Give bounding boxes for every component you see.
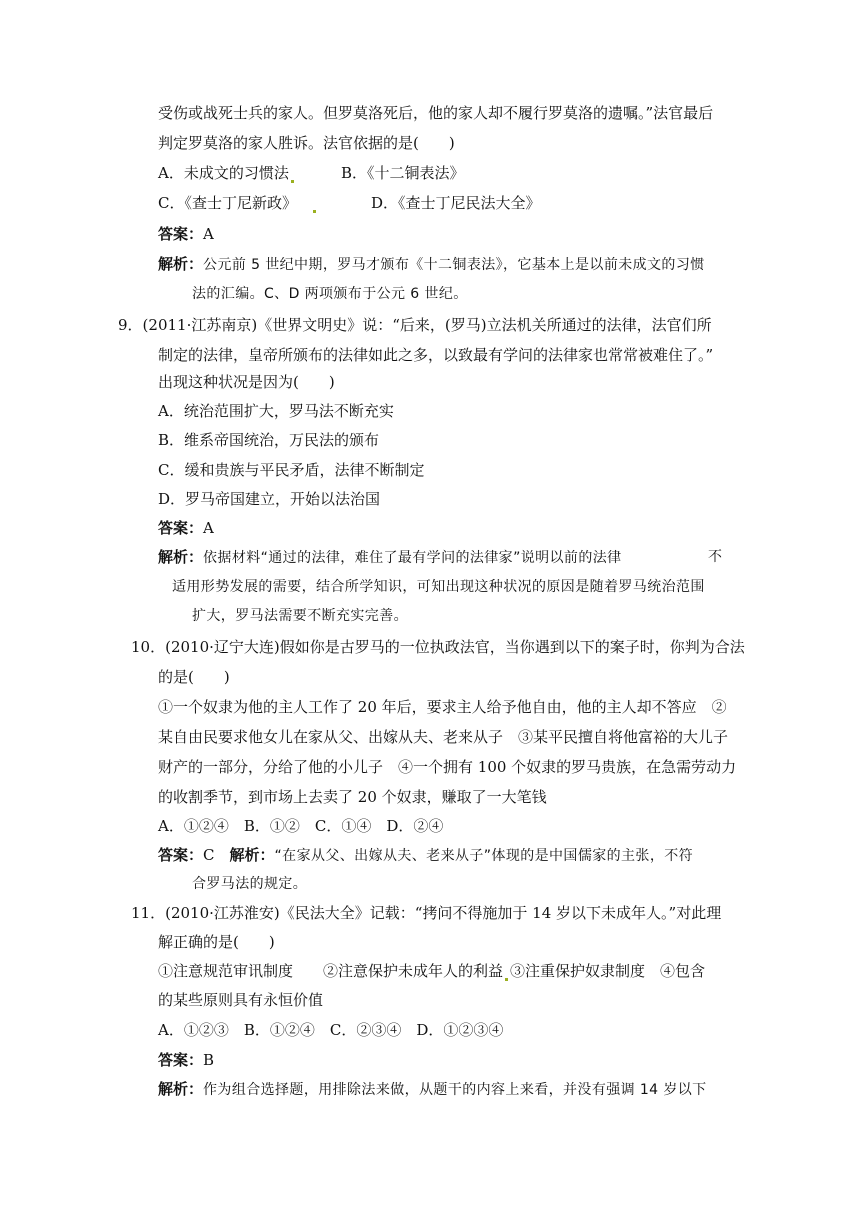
- q10-explanation-2: 合罗马法的规定。: [192, 876, 308, 892]
- q11-options: A．①②③ B．①②④ C．②③④ D．①②③④: [158, 1021, 504, 1039]
- q9-explanation-1b: 不: [708, 549, 723, 565]
- q11-line-1: 11．(2010·江苏淮安)《民法大全》记载：“拷问不得施加于 14 岁以下未成年人。”对此理: [131, 904, 722, 922]
- q10-options: A．①②④ B．①② C．①④ D．②④: [158, 817, 444, 835]
- q9-answer: 答案：A: [158, 519, 214, 537]
- q11-line-2: 解正确的是( ): [158, 933, 275, 951]
- q10-answer: 答案：C 解析：“在家从父、出嫁从夫、老来从子”体现的是中国儒家的主张，不符: [158, 846, 694, 864]
- q11-line-4: 的某些原则具有永恒价值: [158, 991, 324, 1009]
- q10-line-2: 的是( ): [158, 668, 230, 686]
- mark-dot: [505, 978, 508, 981]
- q8-option-c: C．《查士丁尼新政》: [158, 193, 318, 213]
- q10-line-3: ①一个奴隶为他的主人工作了 20 年后，要求主人给予他自由，他的主人却不答应 ②: [158, 698, 727, 716]
- q9-option-a: A．统治范围扩大，罗马法不断充实: [158, 402, 394, 420]
- q8-line-1: 受伤或战死士兵的家人。但罗莫洛死后，他的家人却不履行罗莫洛的遗嘱。”法官最后: [158, 104, 714, 122]
- mark-dot: [313, 210, 316, 213]
- q9-explanation-3: 扩大，罗马法需要不断充实完善。: [192, 608, 408, 624]
- q8-answer: 答案：A: [158, 225, 214, 243]
- q9-line-2: 制定的法律，皇帝所颁布的法律如此之多，以致最有学问的法律家也常常被难住了。”: [158, 346, 714, 364]
- q11-line-3: ①注意规范审讯制度 ②注意保护未成年人的利益 ③注重保护奴隶制度 ④包含: [158, 962, 706, 980]
- q8-option-d: D．《查士丁尼民法大全》: [371, 194, 541, 212]
- q10-line-1: 10．(2010·辽宁大连)假如你是古罗马的一位执政法官，当你遇到以下的案子时，你判为合法: [131, 638, 745, 656]
- q8-explanation-2: 法的汇编。C、D 两项颁布于公元 6 世纪。: [192, 286, 468, 302]
- q10-line-4: 某自由民要求他女儿在家从父、出嫁从夫、老来从子 ③某平民擅自将他富裕的大儿子: [158, 728, 729, 746]
- q11-answer: 答案：B: [158, 1051, 215, 1069]
- q9-option-d: D．罗马帝国建立，开始以法治国: [158, 490, 381, 508]
- q8-option-a: A．未成文的习惯法: [158, 163, 296, 183]
- q9-explanation-1: 解析：依据材料“通过的法律，难住了最有学问的法律家”说明以前的法律: [158, 548, 622, 566]
- mark-dot: [291, 180, 294, 183]
- q9-line-3: 出现这种状况是因为( ): [158, 373, 335, 391]
- q8-option-b: B．《十二铜表法》: [341, 164, 465, 182]
- q11-explanation-1: 解析：作为组合选择题，用排除法来做，从题干的内容上来看，并没有强调 14 岁以下: [158, 1080, 707, 1098]
- q10-line-5: 财产的一部分，分给了他的小儿子 ④一个拥有 100 个奴隶的罗马贵族，在急需劳动力: [158, 758, 737, 776]
- q8-explanation-1: 解析：公元前 5 世纪中期，罗马才颁布《十二铜表法》，它基本上是以前未成文的习惯: [158, 255, 705, 273]
- q9-explanation-2: 适用形势发展的需要，结合所学知识，可知出现这种状况的原因是随着罗马统治范围: [172, 579, 705, 595]
- q10-line-6: 的收割季节，到市场上去卖了 20 个奴隶，赚取了一大笔钱: [158, 788, 547, 806]
- q9-option-c: C．缓和贵族与平民矛盾，法律不断制定: [158, 461, 425, 479]
- q9-option-b: B．维系帝国统治，万民法的颁布: [158, 431, 380, 449]
- q9-line-1: 9．(2011·江苏南京)《世界文明史》说：“后来，(罗马)立法机关所通过的法律，法官们所: [118, 316, 712, 334]
- q8-line-2: 判定罗莫洛的家人胜诉。法官依据的是( ): [158, 134, 455, 152]
